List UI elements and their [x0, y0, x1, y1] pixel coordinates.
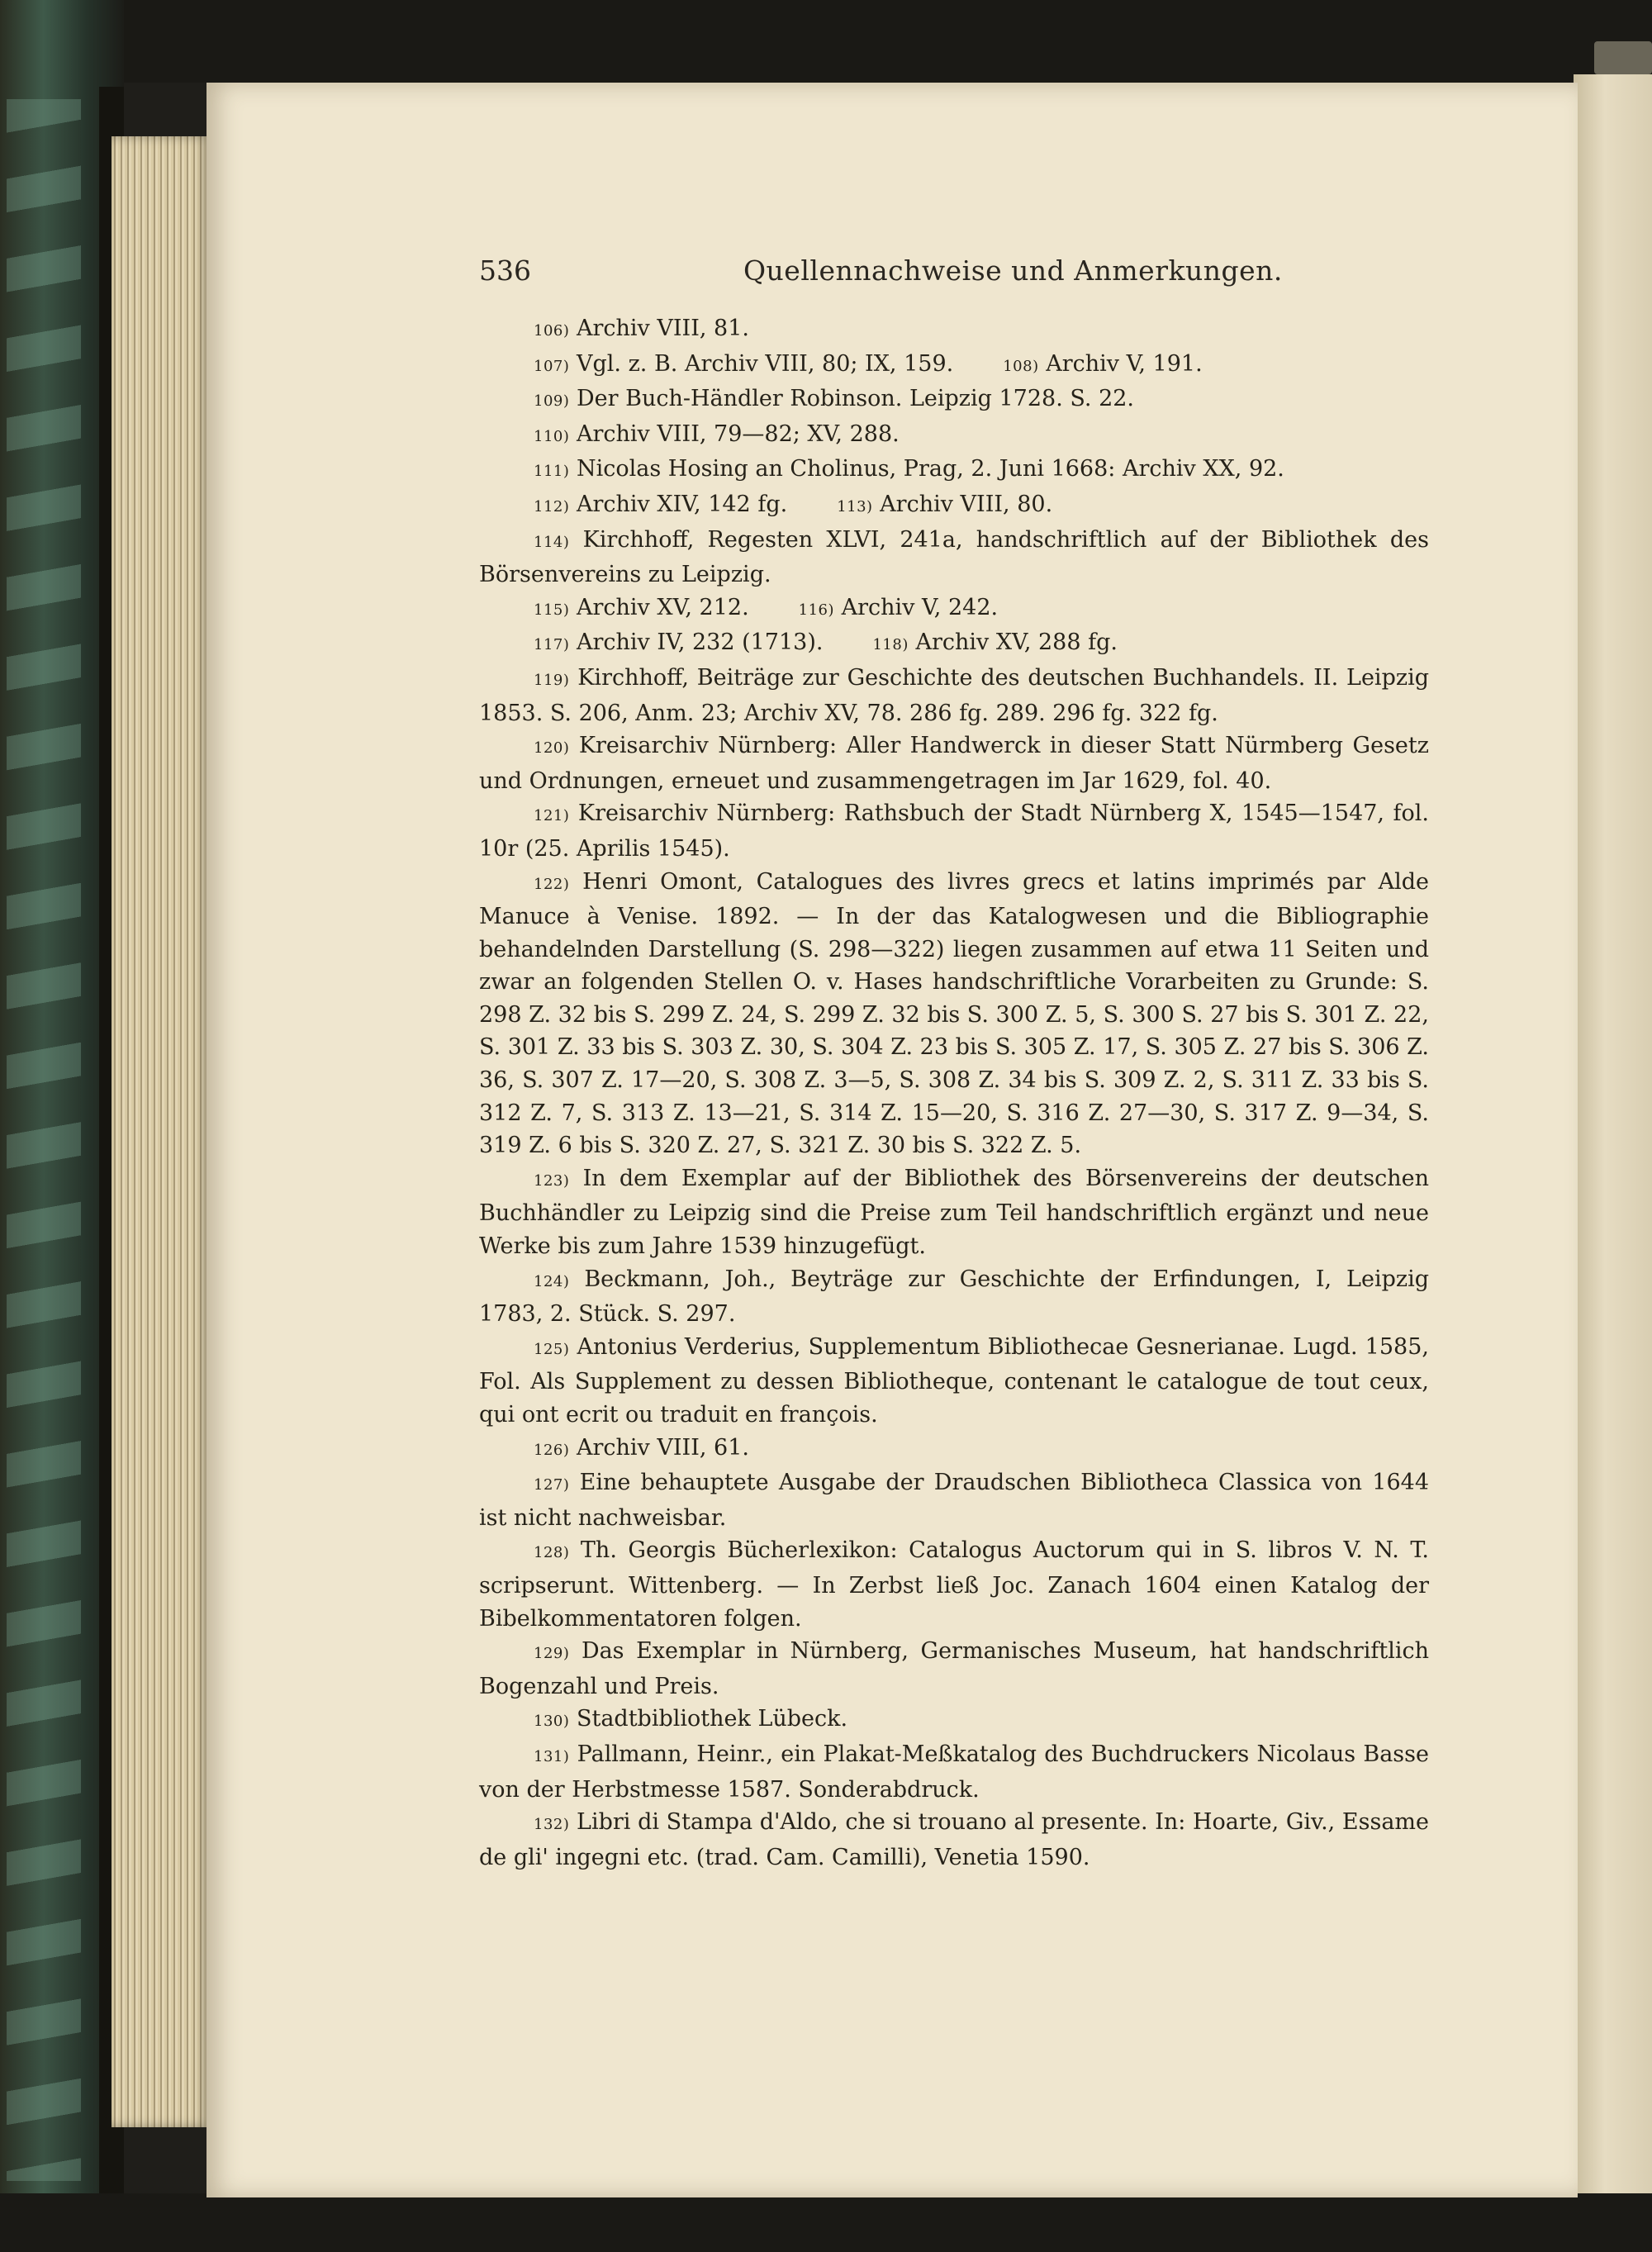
marbled-cover-pattern: [7, 99, 81, 2181]
note: [479, 1703, 1429, 1738]
page-number: 536: [479, 254, 531, 287]
note-text: Pallmann, Heinr., ein Plakat-Meßkatalog des Buchdruckers Nicolaus Basse von der Herbstmesse 1587. Sonderabdruck.: [479, 1741, 1429, 1803]
scan-background-bottom: [0, 2193, 1652, 2252]
note-text: Henri Omont, Catalogues des livres grecs et latins imprimés par Alde Manuce à Venise. 1892. — In der das Katalogwesen und die Bibliographie behandelnden Darstellung (S. 298—322) liegen zusammen auf etwa 11 Seiten und zwar an folgenden Stellen O. v. Hases handschriftliche Vorarbeiten zu Grunde: S. 298 Z. 32 bis S. 299 Z. 24, S. 299 Z. 32 bis S. 300 Z. 5, S. 300 S. 27 bis S. 301 Z. 22, S. 301 Z. 33 bis S. 303 Z. 30, S. 304 Z. 23 bis S. 305 Z. 17, S. 305 Z. 27 bis S. 306 Z. 36, S. 307 Z. 17—20, S. 308 Z. 3—5, S. 308 Z. 34 bis S. 309 Z. 2, S. 311 Z. 33 bis S. 312 Z. 7, S. 313 Z. 13—21, S. 314 Z. 15—20, S. 316 Z. 27—30, S. 317 Z. 9—34, S. 319 Z. 6 bis S. 320 Z. 27, S. 321 Z. 30 bis S. 322 Z. 5.: [479, 868, 1430, 1159]
note: [479, 312, 1429, 348]
note-number: 122): [534, 875, 570, 893]
note-number: 129): [534, 1645, 570, 1663]
note: [479, 1534, 1429, 1635]
note-number: 127): [534, 1476, 570, 1494]
note: [479, 1635, 1429, 1703]
note-text: Das Exemplar in Nürnberg, Germanisches Museum, hat handschriftlich Bogenzahl und Preis.: [479, 1638, 1429, 1699]
note-text: Kreisarchiv Nürnberg: Rathsbuch der Stadt Nürnberg X, 1545—1547, fol. 10r (25. Aprilis 1545).: [479, 801, 1429, 862]
note-number: 121): [534, 807, 570, 825]
note-number: 126): [534, 1441, 570, 1459]
note-row: [479, 348, 1429, 383]
note-text: Th. Georgis Bücherlexikon: Catalogus Auctorum qui in S. libros V. N. T. scripserunt. Wittenberg. — In Zerbst ließ Joc. Zanach 1604 einen Katalog der Bibelkommentatoren folgen.: [479, 1537, 1429, 1632]
note-text: Nicolas Hosing an Cholinus, Prag, 2. Juni 1668: Archiv XX, 92.: [576, 456, 1284, 482]
note-number: 128): [534, 1544, 570, 1562]
note-number: 123): [534, 1171, 570, 1190]
note-text: Archiv XV, 212.: [576, 594, 749, 620]
note: [479, 592, 749, 627]
page-edges: [112, 136, 211, 2127]
note-number: 132): [534, 1816, 570, 1834]
note: [479, 866, 1429, 1162]
note-number: 124): [534, 1272, 570, 1290]
note-number: 106): [534, 322, 570, 340]
note: [799, 592, 998, 627]
note: [479, 1738, 1429, 1806]
note: [479, 524, 1429, 592]
note-number: 110): [534, 427, 570, 445]
note-text: Archiv V, 191.: [1046, 350, 1203, 377]
note-text: Archiv VIII, 81.: [576, 316, 749, 341]
note-number: 114): [534, 533, 570, 551]
note-number: 116): [798, 601, 835, 619]
note-number: 120): [534, 739, 570, 758]
note: [479, 797, 1429, 865]
note-number: 115): [534, 601, 570, 619]
note: [479, 418, 1429, 454]
note-text: Vgl. z. B. Archiv VIII, 80; IX, 159.: [576, 350, 954, 377]
note-row: [479, 488, 1429, 524]
note: [479, 1331, 1429, 1432]
note: [872, 626, 1118, 662]
note-number: 118): [872, 636, 909, 654]
clamp: [1594, 41, 1652, 74]
note-number: 119): [534, 671, 570, 689]
running-title: Quellennachweise und Anmerkungen.: [743, 254, 1283, 287]
facing-page-edge: [1574, 74, 1652, 2214]
note-row: [479, 592, 1429, 627]
note-number: 108): [1003, 357, 1039, 375]
note: [479, 1806, 1429, 1874]
scan-background-top: [0, 0, 1652, 83]
note: [479, 348, 953, 383]
note: [479, 488, 787, 524]
page-header: [479, 254, 1429, 296]
note-text: Archiv XV, 288 fg.: [915, 630, 1118, 656]
note-text: Archiv V, 242.: [841, 594, 999, 620]
note-row: [479, 626, 1429, 662]
note-number: 107): [534, 357, 570, 375]
note: [479, 662, 1429, 729]
note: [479, 626, 823, 662]
note: [479, 382, 1429, 418]
note-text: Der Buch-Händler Robinson. Leipzig 1728. S. 22.: [576, 386, 1135, 412]
note: [479, 453, 1429, 488]
footnotes: [479, 312, 1429, 1874]
note-number: 113): [837, 497, 873, 515]
note: [479, 1162, 1429, 1263]
note: [1003, 348, 1202, 383]
note-text: In dem Exemplar auf der Bibliothek des Börsenvereins der deutschen Buchhändler zu Leipzig sind die Preise zum Teil handschriftlich ergänzt und neue Werke bis zum Jahre 1539 hinzugefügt.: [479, 1165, 1429, 1260]
note-text: Archiv VIII, 80.: [880, 491, 1053, 517]
note: [479, 729, 1429, 797]
note-number: 117): [534, 636, 570, 654]
note: [837, 488, 1052, 524]
note-text: Stadtbibliothek Lübeck.: [576, 1706, 848, 1732]
note-number: 112): [534, 497, 570, 515]
note-text: Kreisarchiv Nürnberg: Aller Handwerck in dieser Statt Nürmberg Gesetz und Ordnungen, erneuet und zusammengetragen im Jar 1629, fol. 40.: [479, 733, 1429, 794]
note-text: Beckmann, Joh., Beyträge zur Geschichte der Erfindungen, I, Leipzig 1783, 2. Stück. S. 297.: [479, 1266, 1430, 1328]
note-text: Archiv VIII, 79—82; XV, 288.: [576, 420, 900, 447]
note-text: Kirchhoff, Regesten XLVI, 241a, handschriftlich auf der Bibliothek des Börsenvereins zu Leipzig.: [479, 526, 1429, 588]
note-number: 131): [534, 1747, 570, 1765]
note-text: Archiv VIII, 61.: [576, 1434, 749, 1461]
note: [479, 1432, 1429, 1467]
note-number: 109): [534, 392, 570, 411]
note-text: Archiv XIV, 142 fg.: [576, 491, 788, 517]
note-number: 130): [534, 1713, 570, 1731]
note-number: 111): [534, 463, 570, 481]
note-text: Kirchhoff, Beiträge zur Geschichte des deutschen Buchhandels. II. Leipzig 1853. S. 206, Anm. 23; Archiv XV, 78. 286 fg. 289. 296 fg. 322 fg.: [479, 664, 1429, 726]
note: [479, 1263, 1429, 1331]
note-text: Antonius Verderius, Supplementum Bibliothecae Gesnerianae. Lugd. 1585, Fol. Als Supplement zu dessen Bibliotheque, contenant le catalogue de tout ceux, qui ont ecrit ou traduit en françois.: [479, 1333, 1429, 1428]
note-text: Libri di Stampa d'Aldo, che si trouano al presente. In: Hoarte, Giv., Essame de gli' ingegni etc. (trad. Cam. Camilli), Venetia 1590.: [479, 1809, 1430, 1870]
note: [479, 1466, 1429, 1534]
note-number: 125): [534, 1340, 570, 1358]
note-text: Archiv IV, 232 (1713).: [576, 630, 824, 656]
note-text: Eine behauptete Ausgabe der Draudschen Bibliotheca Classica von 1644 ist nicht nachweisbar.: [479, 1470, 1429, 1531]
